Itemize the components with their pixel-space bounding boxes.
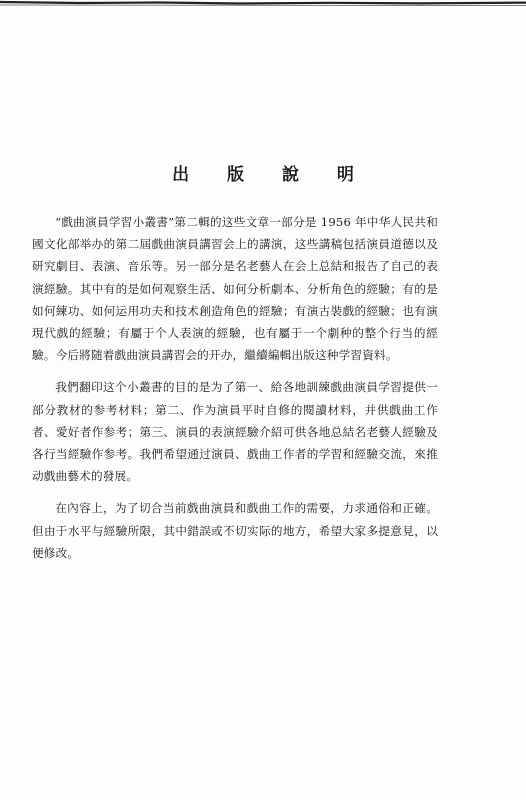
paragraph-content: 在內容上，为了切合当前戲曲演員和戲曲工作的需要，力求通俗和正確。但由于水平与經驗所限，其中錯誤或不切实际的地方，希望大家多提意見，以便修改。	[32, 501, 438, 560]
paragraph-intro: “戲曲演員学習小叢書”第二輯的这些文章一部分是 1956 年中华人民共和國文化部举办的第二屆戲曲演員講習会上的講演，这些講稿包括演員道德以及研究劇目、表演、音乐等。另一部分是名老藝人在会上总結和报告了自己的表演經驗。其中有的是如何观察生活、如何分析劇本、分析角色的經驗；有的是如何練功、如何运用功夫和技术創造角色的經驗；有演古裝戲的經驗；也有演現代戲的經驗；有屬于个人表演的經驗，也有屬于一个劇种的整个行当的經驗。今后將随着戲曲演員講習会的开办，繼續編輯出版这种学習資料。	[32, 215, 438, 363]
scan-top-border	[0, 0, 526, 10]
body-text	[32, 211, 438, 574]
paragraph-purpose: 我們翻印这个小叢書的目的是为了第一、給各地訓練戲曲演員学習提供一部分教材的参考材料；第二、作为演員平时自修的閱讀材料，并供戲曲工作者、愛好者作参考；第三、演員的表演經驗介紹可供各地总結名老藝人經驗及各行当經驗作参考。我們希望通过演員、戲曲工作者的学習和經驗交流，來推动戲曲藝术的發展。	[32, 380, 438, 484]
page-title: 出 版 說 明	[172, 165, 370, 185]
